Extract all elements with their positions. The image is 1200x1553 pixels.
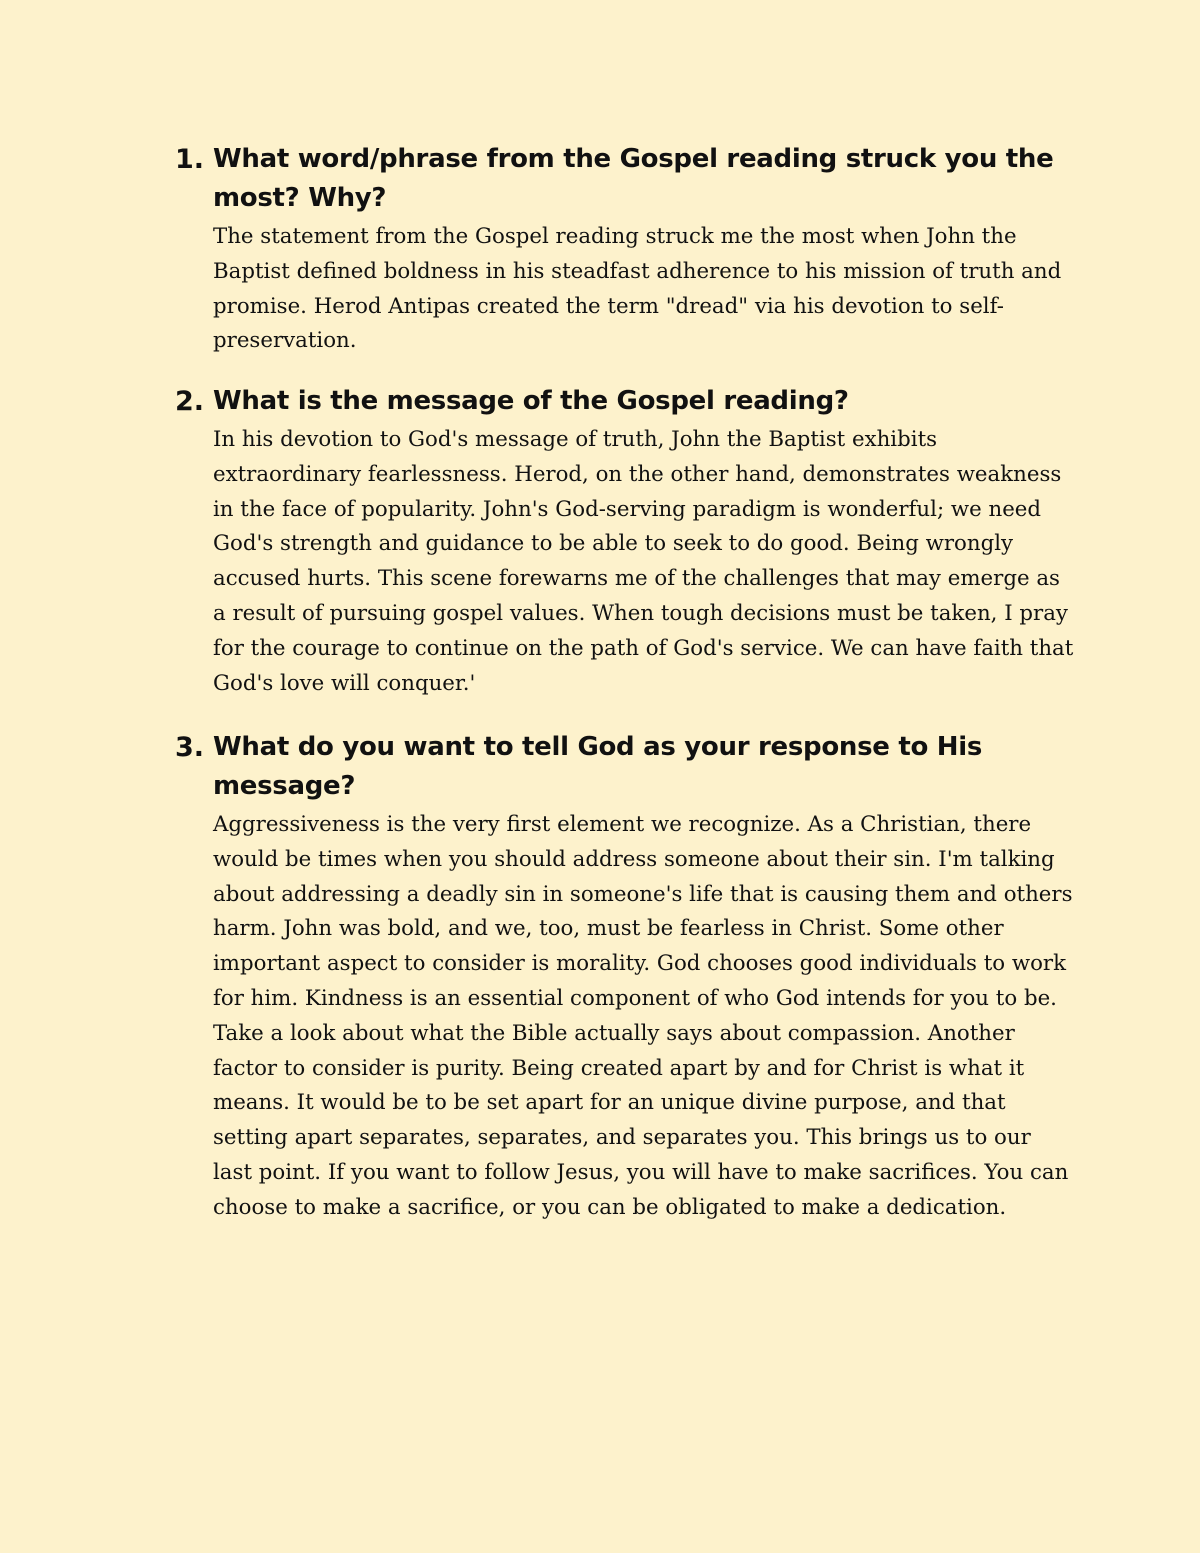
question-number: 3. [175,732,205,763]
question-text: What do you want to tell God as your response to His message? [213,732,983,801]
answer-text: Aggressiveness is the very first element we recognize. As a Christian, there would be times when you should address someone about their sin. I'm talking about addressing a deadly sin in someone's life that is causing them and others harm. John was bold, and we, too, must be fearless in Christ. Some other important aspect to consider is morality. God chooses good individuals to work for him. Kindness is an essential component of who God intends for you to be. Take a look about what the Bible actually says about compassion. Another factor to consider is purity. Being created apart by and for Christ is what it means. It would be to be set apart for an unique divine purpose, and that setting apart separates, separates, and separates you. This brings us to our last point. If you want to follow Jesus, you will have to make sacrifices. You can choose to make a sacrifice, or you can be obligated to make a dedication. [213,812,1073,1220]
question-heading [175,140,1075,218]
question-heading [175,382,1075,421]
question-number: 1. [175,144,205,175]
question-text: What is the message of the Gospel reading? [213,386,849,416]
question-block-2 [175,382,1075,701]
question-text: What word/phrase from the Gospel reading struck you the most? Why? [213,144,1054,213]
answer-text: In his devotion to God's message of truth, John the Baptist exhibits extraordinary fearlessness. Herod, on the other hand, demonstrates weakness in the face of popularity. John's God-serving paradigm is wonderful; we need God's strength and guidance to be able to seek to do good. Being wrongly accused hurts. This scene forewarns me of the challenges that may emerge as a result of pursuing gospel values. When tough decisions must be taken, I pray for the courage to continue on the path of God's service. We can have faith that God's love will conquer.' [213,427,1074,696]
question-block-3 [175,728,1075,1226]
question-block-1 [175,140,1075,359]
question-heading [175,728,1075,806]
answer-text: The statement from the Gospel reading struck me the most when John the Baptist defined boldness in his steadfast adherence to his mission of truth and promise. Herod Antipas created the term "dread" via his devotion to self-preservation. [213,224,1062,354]
question-number: 2. [175,386,205,417]
